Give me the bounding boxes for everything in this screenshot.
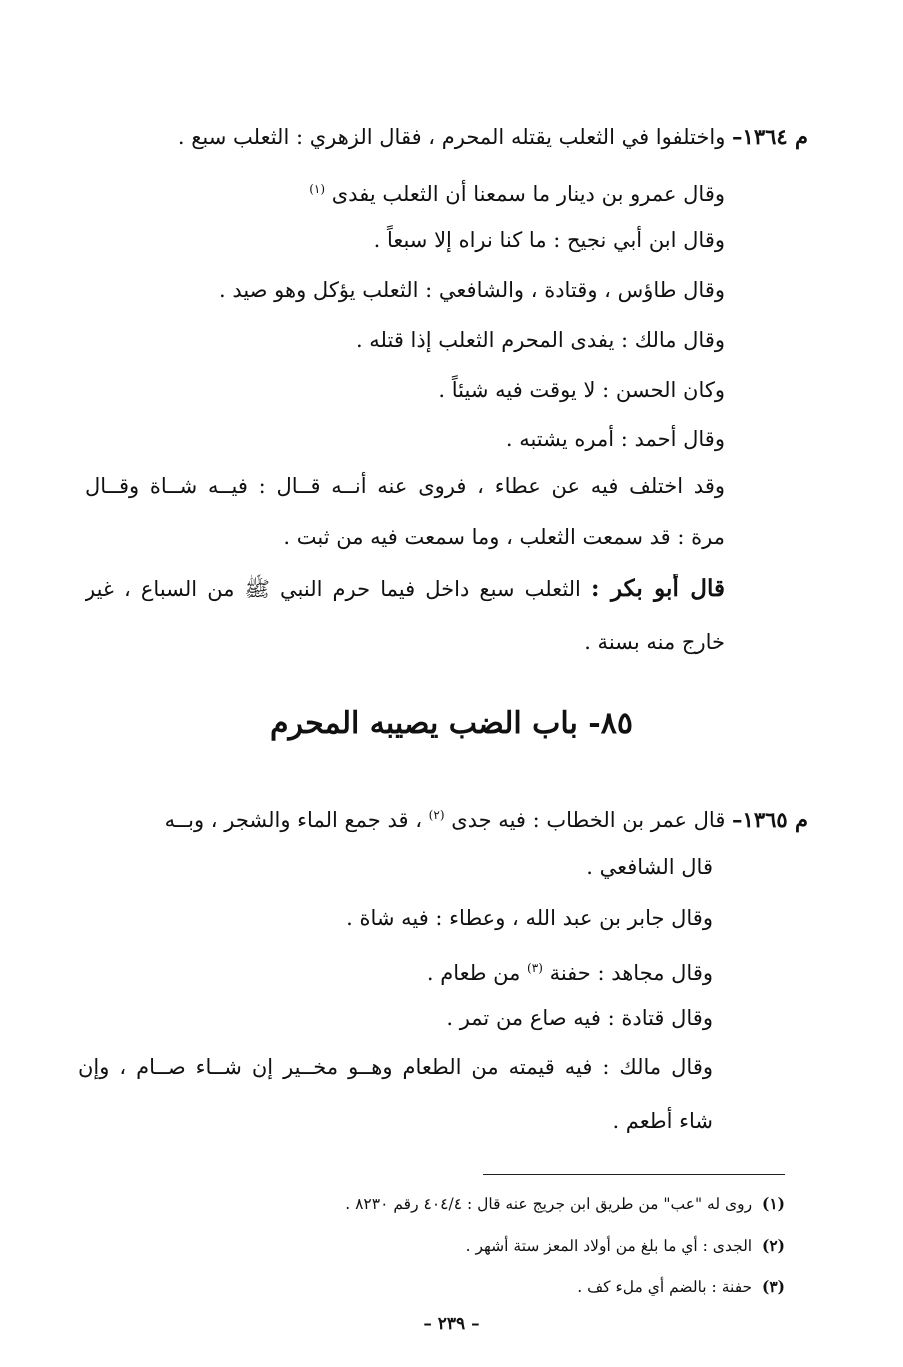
abu-bakr-label: قال أبو بكر : bbox=[591, 575, 725, 602]
paragraph-1364-first-line bbox=[178, 122, 808, 152]
paragraph-line: وقال طاؤس ، وقتادة ، والشافعي : الثعلب يؤكل وهو صيد . bbox=[218, 278, 725, 302]
paragraph-line: وقال أحمد : أمره يشتبه . bbox=[505, 427, 725, 451]
footnote-number: (١) bbox=[761, 1194, 785, 1213]
paragraph-1365-first-line bbox=[165, 800, 808, 835]
footnote-text: الجدى : أي ما بلغ من أولاد المعز ستة أشهر . bbox=[465, 1237, 753, 1255]
paragraph-number: م ١٣٦٥– bbox=[732, 807, 808, 832]
abu-bakr-text: الثعلب سبع داخل فيما حرم النبي ﷺ من السباع ، غير bbox=[85, 577, 581, 601]
paragraph-line: وقد اختلف فيه عن عطاء ، فروى عنه أنــه قــال : فيــه شــاة وقــال bbox=[85, 474, 725, 498]
footnote-number: (٣) bbox=[761, 1277, 785, 1296]
line-text: من طعام . bbox=[426, 961, 521, 985]
paragraph-text: ، قد جمع الماء والشجر ، وبــه bbox=[164, 808, 422, 832]
paragraph-line: قال الشافعي . bbox=[586, 855, 713, 879]
line-text: وقال عمرو بن دينار ما سمعنا أن الثعلب يفدى bbox=[331, 182, 725, 206]
paragraph-line: خارج منه بسنة . bbox=[584, 630, 725, 654]
paragraph-line: وقال مالك : فيه قيمته من الطعام وهــو مخــير إن شــاء صــام ، وإن bbox=[78, 1055, 713, 1079]
paragraph-line: وكان الحسن : لا يوقت فيه شيئاً . bbox=[438, 378, 725, 402]
footnote-text: حفنة : بالضم أي ملء كف . bbox=[577, 1278, 753, 1296]
paragraph-line: وقال مالك : يفدى المحرم الثعلب إذا قتله . bbox=[355, 328, 725, 352]
line-text: وقال مجاهد : حفنة bbox=[549, 961, 713, 985]
footnote-1 bbox=[345, 1192, 785, 1216]
paragraph-line: وقال ابن أبي نجيح : ما كنا نراه إلا سبعاً . bbox=[373, 228, 725, 252]
footnote-separator bbox=[483, 1174, 785, 1175]
paragraph-line bbox=[427, 953, 713, 988]
footnote-text: روى له "عب" من طريق ابن جريج عنه قال : ٤٠٤/٤ رقم ٨٢٣٠ . bbox=[345, 1195, 753, 1213]
paragraph-line: وقال قتادة : فيه صاع من تمر . bbox=[446, 1006, 713, 1030]
chapter-title: ٨٥- باب الضب يصيبه المحرم bbox=[269, 706, 633, 741]
paragraph-number: م ١٣٦٤– bbox=[732, 124, 808, 149]
footnote-ref: (٣) bbox=[527, 961, 543, 975]
footnote-number: (٢) bbox=[761, 1236, 785, 1255]
footnote-2 bbox=[466, 1234, 785, 1258]
abu-bakr-line bbox=[85, 574, 725, 606]
footnote-3 bbox=[577, 1275, 785, 1299]
paragraph-line: شاء أطعم . bbox=[612, 1109, 713, 1133]
page-number: – ٢٣٩ – bbox=[423, 1314, 480, 1334]
footnote-ref: (٢) bbox=[428, 808, 445, 822]
footnote-ref: (١) bbox=[309, 182, 326, 196]
paragraph-line: مرة : قد سمعت الثعلب ، وما سمعت فيه من ثبت . bbox=[283, 525, 725, 549]
paragraph-line: وقال جابر بن عبد الله ، وعطاء : فيه شاة . bbox=[346, 906, 713, 930]
paragraph-line bbox=[309, 174, 725, 209]
paragraph-text: واختلفوا في الثعلب يقتله المحرم ، فقال الزهري : الثعلب سبع . bbox=[177, 125, 726, 149]
paragraph-text: قال عمر بن الخطاب : فيه جدى bbox=[451, 808, 726, 832]
